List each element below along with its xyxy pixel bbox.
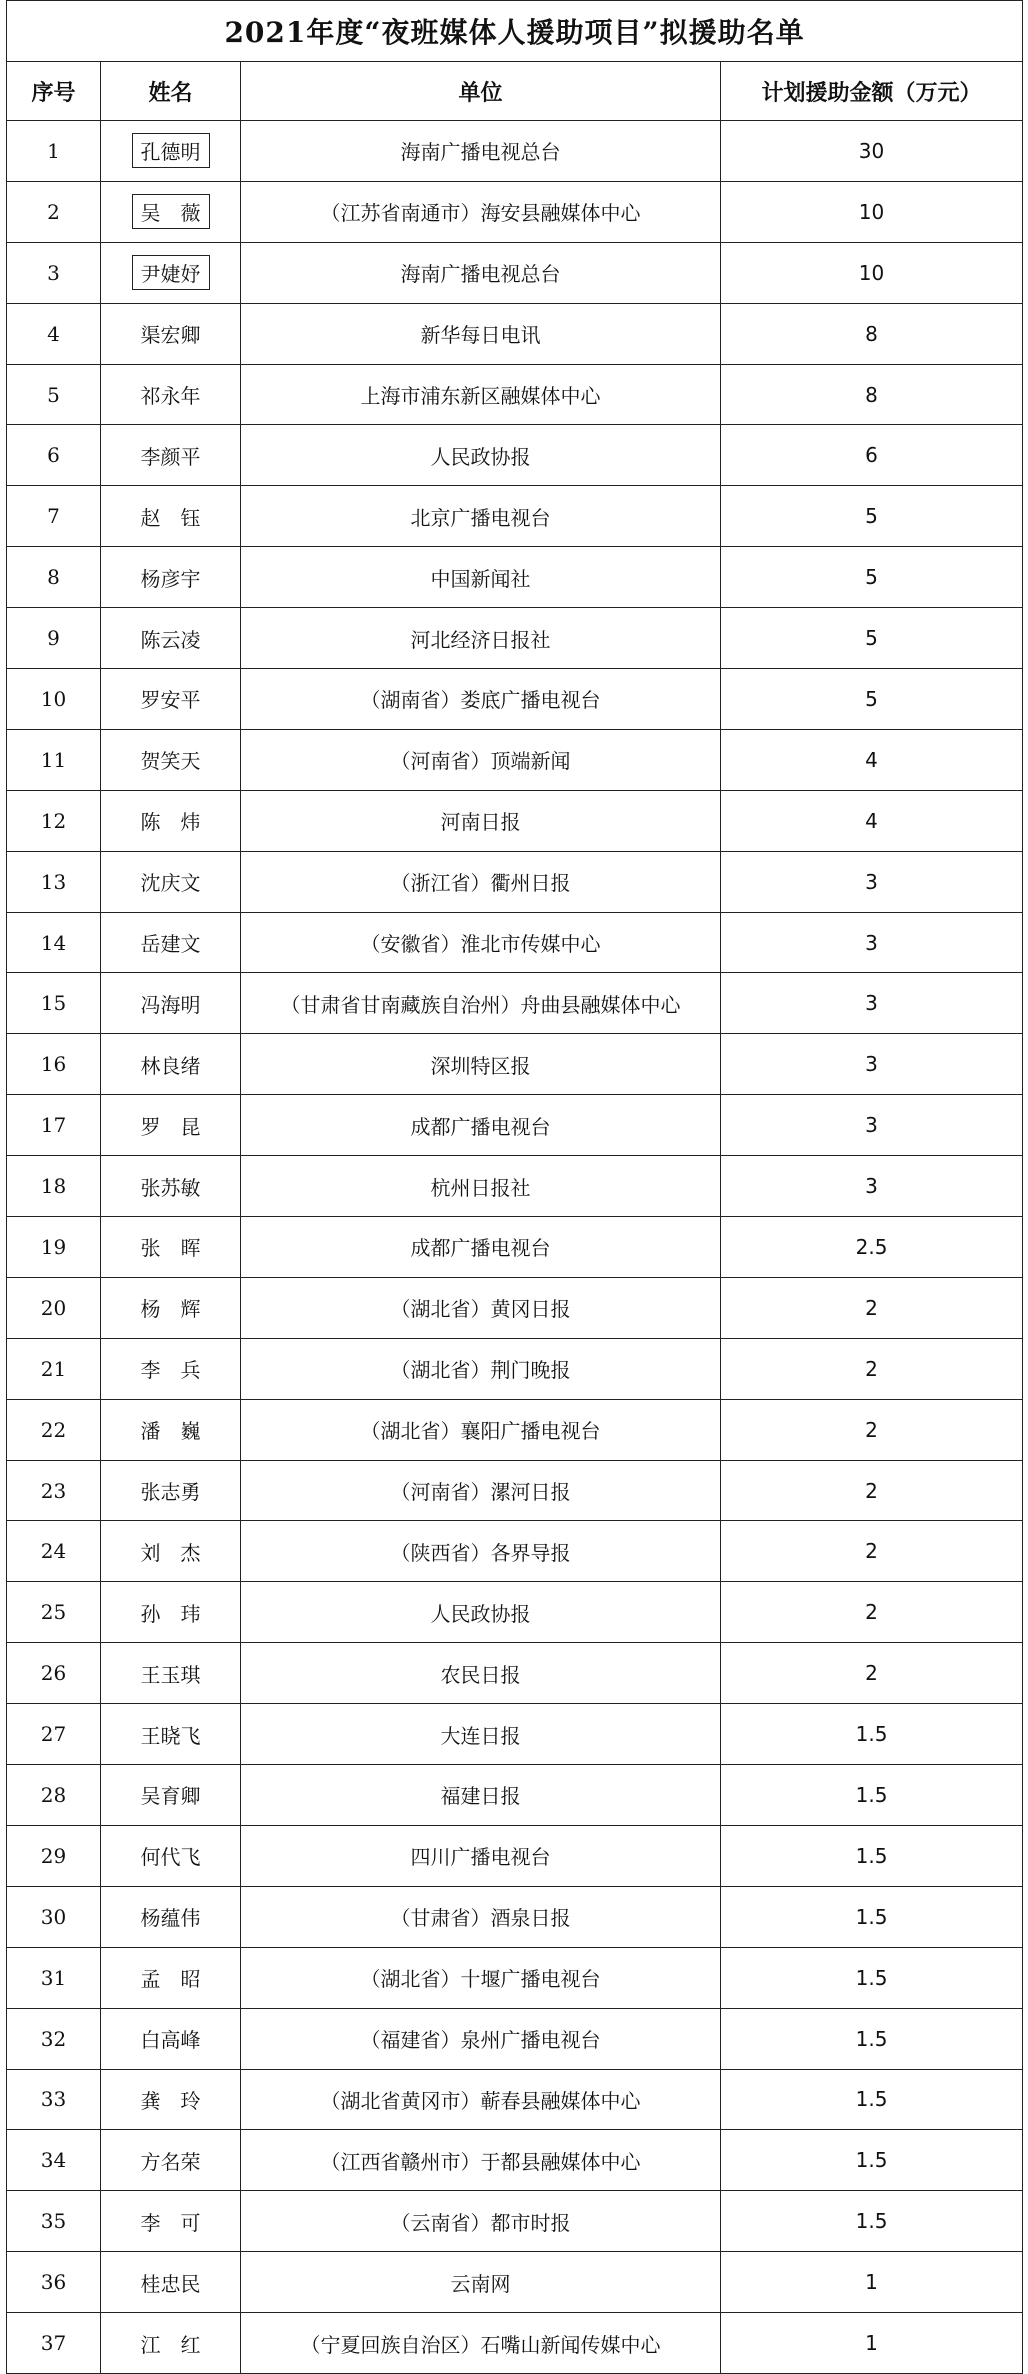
row-name: 潘 巍 (140, 1419, 201, 1444)
row-number: 27 (7, 1704, 101, 1765)
row-unit: （河南省）顶端新闻 (241, 729, 721, 790)
row-amount: 3 (721, 851, 1023, 912)
row-unit: （安徽省）淮北市传媒中心 (241, 912, 721, 973)
table-row (7, 1643, 1023, 1704)
row-name-cell (101, 1825, 241, 1886)
row-name: 罗 昆 (140, 1114, 201, 1139)
row-number: 32 (7, 2008, 101, 2069)
row-name-cell (101, 973, 241, 1034)
row-name-cell (101, 729, 241, 790)
row-amount: 2 (721, 1521, 1023, 1582)
row-amount: 1.5 (721, 1704, 1023, 1765)
row-name-cell (101, 364, 241, 425)
row-amount: 1.5 (721, 1947, 1023, 2008)
row-amount: 5 (721, 669, 1023, 730)
row-number: 3 (7, 242, 101, 303)
row-name-cell (101, 608, 241, 669)
row-name-cell (101, 303, 241, 364)
row-name: 林良绪 (140, 1053, 201, 1078)
row-amount: 30 (721, 121, 1023, 182)
row-name: 李 兵 (140, 1358, 201, 1383)
row-name-cell (101, 1399, 241, 1460)
row-name-cell (101, 1460, 241, 1521)
row-number: 34 (7, 2130, 101, 2191)
row-name: 张 晖 (140, 1236, 201, 1261)
row-amount: 1.5 (721, 2069, 1023, 2130)
row-name-cell (101, 1156, 241, 1217)
row-number: 9 (7, 608, 101, 669)
table-row (7, 1277, 1023, 1338)
row-amount: 1.5 (721, 2130, 1023, 2191)
table-row (7, 1034, 1023, 1095)
header-name: 姓名 (101, 62, 241, 121)
row-unit: （甘肃省甘南藏族自治州）舟曲县融媒体中心 (241, 973, 721, 1034)
row-unit: （宁夏回族自治区）石嘴山新闻传媒中心 (241, 2313, 721, 2374)
table-row (7, 303, 1023, 364)
row-number: 5 (7, 364, 101, 425)
row-number: 25 (7, 1582, 101, 1643)
table-row (7, 242, 1023, 303)
row-number: 10 (7, 669, 101, 730)
row-name-cell (101, 669, 241, 730)
row-number: 2 (7, 181, 101, 242)
row-name: 祁永年 (140, 384, 201, 408)
row-unit: （浙江省）衢州日报 (241, 851, 721, 912)
row-name: 张苏敏 (140, 1175, 201, 1200)
table-body (7, 121, 1023, 2374)
row-name: 桂忠民 (140, 2271, 201, 2296)
row-number: 30 (7, 1886, 101, 1947)
row-name: 杨 辉 (140, 1297, 201, 1322)
row-unit: （湖南省）娄底广播电视台 (241, 669, 721, 730)
row-unit: （湖北省）黄冈日报 (241, 1277, 721, 1338)
row-amount: 2 (721, 1399, 1023, 1460)
row-number: 6 (7, 425, 101, 486)
row-amount: 2 (721, 1460, 1023, 1521)
row-unit: 农民日报 (241, 1643, 721, 1704)
row-name: 陈 炜 (140, 810, 201, 835)
row-name: 李颜平 (140, 444, 201, 469)
table-row (7, 2252, 1023, 2313)
row-name-cell (101, 486, 241, 547)
row-unit: 四川广播电视台 (241, 1825, 721, 1886)
table-row (7, 1582, 1023, 1643)
row-name: 吴 薇 (132, 194, 210, 229)
row-unit: 中国新闻社 (241, 547, 721, 608)
table-row (7, 1399, 1023, 1460)
row-unit: 海南广播电视总台 (241, 242, 721, 303)
row-number: 33 (7, 2069, 101, 2130)
row-amount: 4 (721, 790, 1023, 851)
row-number: 20 (7, 1277, 101, 1338)
row-amount: 3 (721, 1034, 1023, 1095)
row-name: 李 可 (140, 2210, 201, 2235)
row-number: 4 (7, 303, 101, 364)
row-unit: （河南省）漯河日报 (241, 1460, 721, 1521)
row-amount: 1.5 (721, 1825, 1023, 1886)
row-number: 36 (7, 2252, 101, 2313)
table-row (7, 364, 1023, 425)
row-name: 刘 杰 (140, 1540, 201, 1565)
row-unit: （福建省）泉州广播电视台 (241, 2008, 721, 2069)
row-name-cell (101, 2130, 241, 2191)
table-row (7, 1095, 1023, 1156)
row-amount: 5 (721, 486, 1023, 547)
table-row (7, 1217, 1023, 1278)
table-row (7, 973, 1023, 1034)
row-name-cell (101, 1765, 241, 1826)
row-name: 孙 玮 (140, 1601, 201, 1626)
row-number: 29 (7, 1825, 101, 1886)
row-amount: 2 (721, 1277, 1023, 1338)
table-row (7, 486, 1023, 547)
row-unit: （湖北省）襄阳广播电视台 (241, 1399, 721, 1460)
header-amount: 计划援助金额（万元） (721, 62, 1023, 121)
row-unit: 人民政协报 (241, 425, 721, 486)
row-unit: 大连日报 (241, 1704, 721, 1765)
title-row (7, 1, 1023, 62)
row-amount: 2 (721, 1582, 1023, 1643)
row-unit: （湖北省）荆门晚报 (241, 1338, 721, 1399)
table-row (7, 2130, 1023, 2191)
row-name-cell (101, 2313, 241, 2374)
row-number: 23 (7, 1460, 101, 1521)
row-number: 13 (7, 851, 101, 912)
row-unit: 北京广播电视台 (241, 486, 721, 547)
row-name: 贺笑天 (140, 749, 201, 774)
row-amount: 2.5 (721, 1217, 1023, 1278)
row-unit: 人民政协报 (241, 1582, 721, 1643)
row-number: 7 (7, 486, 101, 547)
row-unit: 成都广播电视台 (241, 1217, 721, 1278)
header-unit: 单位 (241, 62, 721, 121)
document-page (6, 0, 1022, 2374)
table-row (7, 1825, 1023, 1886)
table-title: 2021年度“夜班媒体人援助项目”拟援助名单 (7, 1, 1023, 62)
table-row (7, 425, 1023, 486)
row-name: 冯海明 (140, 992, 201, 1017)
row-number: 31 (7, 1947, 101, 2008)
row-name-cell (101, 1217, 241, 1278)
row-number: 17 (7, 1095, 101, 1156)
row-name-cell (101, 425, 241, 486)
table-row (7, 181, 1023, 242)
row-unit: 深圳特区报 (241, 1034, 721, 1095)
row-number: 21 (7, 1338, 101, 1399)
row-unit: 新华每日电讯 (241, 303, 721, 364)
row-amount: 1 (721, 2252, 1023, 2313)
aid-list-table (6, 0, 1023, 2374)
table-row (7, 669, 1023, 730)
row-name: 尹婕妤 (132, 255, 210, 290)
table-row (7, 121, 1023, 182)
table-row (7, 2069, 1023, 2130)
row-name-cell (101, 851, 241, 912)
table-row (7, 1704, 1023, 1765)
row-unit: 河南日报 (241, 790, 721, 851)
row-amount: 6 (721, 425, 1023, 486)
row-number: 11 (7, 729, 101, 790)
row-unit: （湖北省黄冈市）蕲春县融媒体中心 (241, 2069, 721, 2130)
table-row (7, 1947, 1023, 2008)
row-amount: 4 (721, 729, 1023, 790)
row-amount: 1.5 (721, 1765, 1023, 1826)
row-amount: 5 (721, 547, 1023, 608)
table-row (7, 1886, 1023, 1947)
row-unit: （甘肃省）酒泉日报 (241, 1886, 721, 1947)
table-row (7, 1156, 1023, 1217)
row-number: 24 (7, 1521, 101, 1582)
row-number: 28 (7, 1765, 101, 1826)
table-row (7, 729, 1023, 790)
row-name-cell (101, 1034, 241, 1095)
row-amount: 8 (721, 364, 1023, 425)
table-row (7, 608, 1023, 669)
row-amount: 3 (721, 1095, 1023, 1156)
row-name: 吴育卿 (140, 1784, 201, 1809)
row-name-cell (101, 912, 241, 973)
row-name-cell (101, 1886, 241, 1947)
row-number: 8 (7, 547, 101, 608)
row-number: 35 (7, 2191, 101, 2252)
row-name: 孟 昭 (140, 1967, 201, 1992)
row-unit: （江苏省南通市）海安县融媒体中心 (241, 181, 721, 242)
row-name: 杨彦宇 (140, 566, 201, 591)
row-name: 岳建文 (140, 932, 201, 957)
table-row (7, 790, 1023, 851)
row-name-cell (101, 2252, 241, 2313)
row-name-cell (101, 181, 241, 242)
row-name-cell (101, 1338, 241, 1399)
row-name: 方名荣 (140, 2149, 201, 2174)
row-name-cell (101, 1095, 241, 1156)
row-amount: 8 (721, 303, 1023, 364)
table-row (7, 2313, 1023, 2374)
row-name-cell (101, 121, 241, 182)
row-number: 15 (7, 973, 101, 1034)
row-amount: 1 (721, 2313, 1023, 2374)
row-number: 37 (7, 2313, 101, 2374)
row-number: 12 (7, 790, 101, 851)
row-amount: 1.5 (721, 1886, 1023, 1947)
row-amount: 3 (721, 973, 1023, 1034)
row-name: 陈云凌 (140, 627, 201, 652)
row-name-cell (101, 1947, 241, 2008)
table-row (7, 851, 1023, 912)
row-name: 杨蕴伟 (140, 1906, 201, 1931)
table-row (7, 1521, 1023, 1582)
row-name-cell (101, 2069, 241, 2130)
table-row (7, 1338, 1023, 1399)
row-name-cell (101, 547, 241, 608)
row-amount: 2 (721, 1338, 1023, 1399)
row-name: 王晓飞 (140, 1723, 201, 1748)
row-name: 王玉琪 (140, 1662, 201, 1687)
row-number: 26 (7, 1643, 101, 1704)
row-name-cell (101, 1643, 241, 1704)
row-name: 白高峰 (140, 2028, 201, 2053)
row-number: 16 (7, 1034, 101, 1095)
row-amount: 2 (721, 1643, 1023, 1704)
row-name-cell (101, 1704, 241, 1765)
row-unit: 福建日报 (241, 1765, 721, 1826)
row-unit: （江西省赣州市）于都县融媒体中心 (241, 2130, 721, 2191)
row-name: 龚 玲 (140, 2088, 201, 2113)
row-unit: 海南广播电视总台 (241, 121, 721, 182)
row-number: 22 (7, 1399, 101, 1460)
row-name-cell (101, 2008, 241, 2069)
row-unit: 上海市浦东新区融媒体中心 (241, 364, 721, 425)
row-unit: 河北经济日报社 (241, 608, 721, 669)
row-amount: 3 (721, 1156, 1023, 1217)
table-row (7, 547, 1023, 608)
row-name-cell (101, 790, 241, 851)
row-name: 张志勇 (140, 1480, 201, 1505)
row-name: 赵 钰 (140, 505, 201, 530)
row-unit: （云南省）都市时报 (241, 2191, 721, 2252)
row-name-cell (101, 1521, 241, 1582)
table-row (7, 1460, 1023, 1521)
row-amount: 1.5 (721, 2008, 1023, 2069)
row-name-cell (101, 1582, 241, 1643)
row-amount: 5 (721, 608, 1023, 669)
row-unit: 成都广播电视台 (241, 1095, 721, 1156)
row-number: 18 (7, 1156, 101, 1217)
row-amount: 3 (721, 912, 1023, 973)
row-name: 渠宏卿 (140, 323, 201, 348)
row-name: 沈庆文 (140, 871, 201, 896)
header-row (7, 62, 1023, 121)
row-name-cell (101, 1277, 241, 1338)
row-name: 江 红 (140, 2332, 201, 2357)
row-amount: 10 (721, 242, 1023, 303)
table-row (7, 1765, 1023, 1826)
row-name: 罗安平 (140, 688, 201, 713)
row-number: 14 (7, 912, 101, 973)
table-row (7, 912, 1023, 973)
row-unit: 杭州日报社 (241, 1156, 721, 1217)
row-name: 何代飞 (140, 1845, 201, 1870)
row-amount: 1.5 (721, 2191, 1023, 2252)
row-amount: 10 (721, 181, 1023, 242)
row-unit: （陕西省）各界导报 (241, 1521, 721, 1582)
header-number: 序号 (7, 62, 101, 121)
row-name-cell (101, 242, 241, 303)
row-name-cell (101, 2191, 241, 2252)
table-row (7, 2191, 1023, 2252)
row-name: 孔德明 (132, 133, 210, 168)
row-unit: （湖北省）十堰广播电视台 (241, 1947, 721, 2008)
row-unit: 云南网 (241, 2252, 721, 2313)
table-row (7, 2008, 1023, 2069)
row-number: 19 (7, 1217, 101, 1278)
row-number: 1 (7, 121, 101, 182)
